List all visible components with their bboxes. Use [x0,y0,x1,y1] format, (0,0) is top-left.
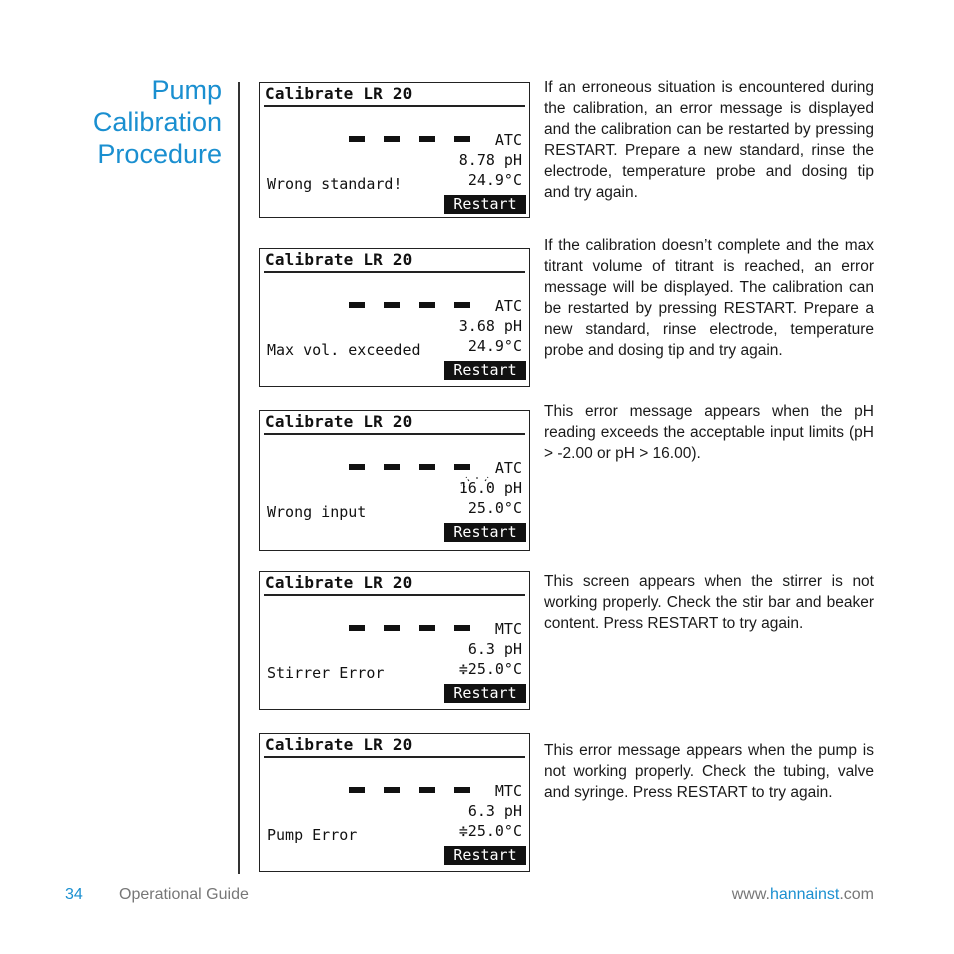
temperature-reading: 24.9°C [467,337,522,355]
header-divider [264,271,525,273]
temp-compensation-label: ATC [494,459,522,477]
temp-compensation-label: MTC [494,782,522,800]
ph-reading: 16.0 pH [458,479,522,497]
description-paragraph: If the calibration doesn’t complete and the max titrant volume of titrant is reached, an error message will be displayed. The calibration can be restarted by pressing RESTART. Prepare a new standard, rinse electrode, temperature probe and dosing tip and try again. [544,237,874,359]
restart-button[interactable]: Restart [444,846,526,865]
header-divider [264,433,525,435]
screen-header: Calibrate LR 20 [265,250,413,269]
temperature-reading: ≑25.0°C [458,822,522,840]
ph-reading: 8.78 pH [458,151,522,169]
temperature-reading: 24.9°C [467,171,522,189]
reading-dashes [349,302,469,308]
screen-header: Calibrate LR 20 [265,84,413,103]
lcd-screen-pump-error [259,733,530,872]
vertical-divider [238,82,240,874]
title-line: Procedure [97,139,222,169]
temperature-reading: ≑25.0°C [458,660,522,678]
temp-compensation-label: ATC [494,297,522,315]
temp-compensation-label: ATC [494,131,522,149]
error-message: Stirrer Error [267,664,385,682]
lcd-screen-wrong-standard [259,82,530,218]
temperature-reading: 25.0°C [467,499,522,517]
title-line: Pump [151,75,222,105]
error-message: Wrong input [267,503,367,521]
url-prefix: www. [731,886,770,903]
reading-dashes [349,464,469,470]
restart-button[interactable]: Restart [444,684,526,703]
lcd-screen-max-vol [259,248,530,387]
header-divider [264,594,525,596]
screen-header: Calibrate LR 20 [265,412,413,431]
description-paragraph: If an erroneous situation is encountered during the calibration, an error message is displayed and the calibration can be restarted by pressing RESTART. Prepare a new standard, rinse the electrode, temperature probe and dosing tip and try again. [544,79,874,201]
ph-reading: 6.3 pH [467,802,522,820]
footer-website-link[interactable] [732,886,874,904]
restart-button[interactable]: Restart [444,523,526,542]
restart-button[interactable]: Restart [444,361,526,380]
reading-dashes [349,625,469,631]
reading-dashes [349,787,469,793]
restart-button[interactable]: Restart [444,195,526,214]
error-message: Pump Error [267,826,358,844]
page-title [60,74,222,170]
reading-dashes [349,136,469,142]
error-message: Wrong standard! [267,175,403,193]
lcd-screen-stirrer-error [259,571,530,710]
url-suffix: .com [839,886,874,903]
ph-reading: 6.3 pH [467,640,522,658]
ph-reading: 3.68 pH [458,317,522,335]
page-number: 34 [65,886,83,903]
footer-guide-title: Operational Guide [119,886,249,903]
header-divider [264,105,525,107]
lcd-screen-wrong-input [259,410,530,551]
url-brand: hannainst [769,886,840,903]
temp-compensation-label: MTC [494,620,522,638]
title-line: Calibration [92,107,222,137]
error-message: Max vol. exceeded [267,341,421,359]
screen-header: Calibrate LR 20 [265,735,413,754]
screen-header: Calibrate LR 20 [265,573,413,592]
description-paragraph: This error message appears when the pump is not working properly. Check the tubing, valve and syringe. Press RESTART to try again. [544,742,874,801]
header-divider [264,756,525,758]
description-paragraph: This screen appears when the stirrer is not working properly. Check the stir bar and beaker content. Press RESTART to try again. [544,573,874,632]
description-paragraph: This error message appears when the pH reading exceeds the acceptable input limits (pH > -2.00 or pH > 16.00). [544,403,874,462]
